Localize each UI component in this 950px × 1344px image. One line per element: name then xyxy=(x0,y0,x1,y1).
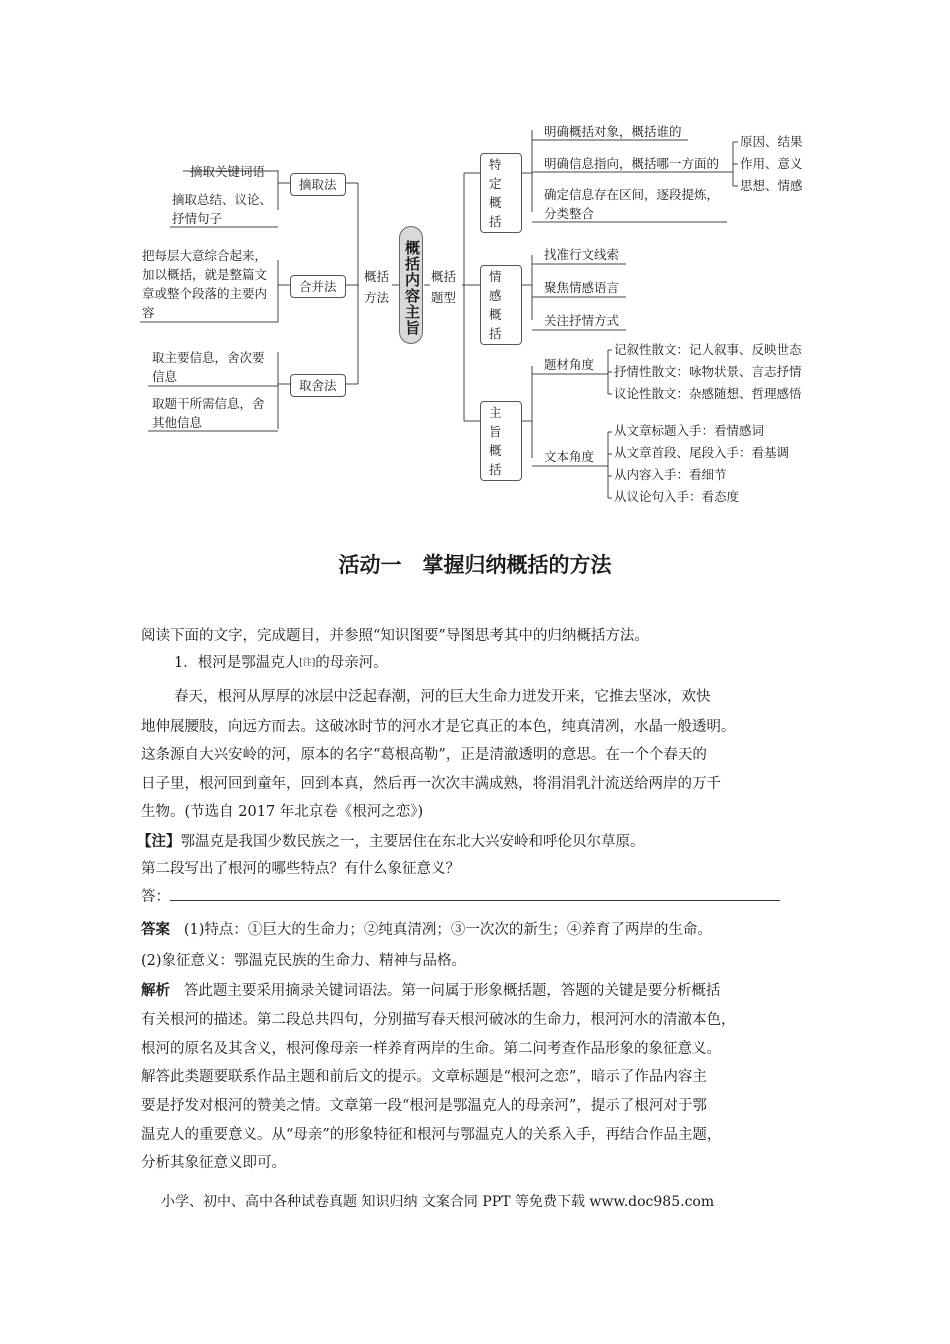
answer-text: (1)特点：①巨大的生命力；②纯真清冽；③一次次的新生；④养育了两岸的生命。 xyxy=(183,922,712,938)
analysis-line: 有关根河的描述。第二段总共四句，分别描写春天根河破冰的生命力，根河河水的清澈本色， xyxy=(141,1012,736,1028)
note-text: 鄂温克是我国少数民族之一，主要居住在东北大兴安岭和呼伦贝尔草原。 xyxy=(180,834,645,850)
type-leaf: 关注抒情方式 xyxy=(544,313,620,328)
theme-leaf: 记叙性散文：记人叙事、反映世态 xyxy=(614,342,802,357)
type-leaf: 找准行文线索 xyxy=(544,247,620,262)
type-leaf: 明确信息指向，概括哪一方面的 xyxy=(544,156,720,171)
analysis-line: 根河的原名及其含义，根河像母亲一样养育两岸的生命。第二问考查作品形象的象征意义。 xyxy=(141,1041,721,1057)
mind-map xyxy=(0,0,950,520)
analysis-tag: 解析 xyxy=(141,983,170,999)
note-label: 【注】 xyxy=(137,834,181,850)
theme-leaf: 从文章标题入手：看情感词 xyxy=(614,423,765,438)
method-leaf: 取主要信息，舍次要信息 xyxy=(152,350,265,384)
passage-line: 日子里，根河回到童年，回到本真，然后再一次次丰满成熟，将涓涓乳汁流送给两岸的万千 xyxy=(141,776,721,792)
type-specific: 特定概括 xyxy=(480,153,522,233)
note-mark: [注] xyxy=(299,658,316,668)
theme-group: 题材角度 xyxy=(544,357,595,372)
theme-leaf: 从内容入手：看细节 xyxy=(614,467,727,482)
method-leaf: 把每层大意综合起来，加以概括，就是整篇文章或整个段落的主要内容 xyxy=(142,248,268,320)
theme-leaf: 抒情性散文：咏物状景、言志抒情 xyxy=(614,364,802,379)
method-leaf: 取题干所需信息，舍其他信息 xyxy=(152,396,265,430)
answer-blank-line xyxy=(170,886,780,901)
types-label: 概括题型 xyxy=(431,269,457,305)
answer-line: (2)象征意义：鄂温克民族的生命力、精神与品格。 xyxy=(141,953,467,969)
analysis-line: 解答此类题要联系作品主题和前后文的提示。文章标题是“根河之恋”，暗示了作品内容主 xyxy=(141,1069,707,1085)
activity-title: 活动一 掌握归纳概括的方法 xyxy=(338,553,612,577)
type-emotion: 情感概括 xyxy=(480,265,522,345)
answer-prompt xyxy=(141,886,780,908)
question-1 xyxy=(174,652,388,674)
type-theme: 主旨概括 xyxy=(480,401,522,481)
method-leaf: 摘取总结、议论、抒情句子 xyxy=(172,192,273,226)
mind-map-center: 概括内容主旨 xyxy=(399,226,423,344)
passage-line: 生物。(节选自 2017 年北京卷《根河之恋》) xyxy=(141,804,424,820)
method-merge: 合并法 xyxy=(290,275,346,298)
passage-line: 这条源自大兴安岭的河，原本的名字“葛根高勒”，正是清澈透明的意思。在一个个春天的 xyxy=(141,747,707,763)
method-select: 取舍法 xyxy=(290,374,346,397)
note xyxy=(137,831,645,853)
answer-label: 答： xyxy=(141,889,170,905)
answer-line xyxy=(141,919,712,941)
method-extract: 摘取法 xyxy=(290,173,346,196)
footer: 小学、初中、高中各种试卷真题 知识归纳 文案合同 PPT 等免费下载 www.doc985.com xyxy=(161,1194,715,1210)
question-text: 的母亲河。 xyxy=(315,655,388,671)
theme-group: 文本角度 xyxy=(544,449,595,464)
type-sub: 作用、意义 xyxy=(740,156,803,171)
question-prompt: 第二段写出了根河的哪些特点？有什么象征意义？ xyxy=(141,861,460,877)
type-leaf: 确定信息存在区间，逐段提炼，分类整合 xyxy=(544,187,720,221)
type-sub: 原因、结果 xyxy=(740,134,803,149)
type-leaf: 明确概括对象，概括谁的 xyxy=(544,124,682,139)
type-sub: 思想、情感 xyxy=(740,178,803,193)
method-leaf: 摘取关键词语 xyxy=(190,164,266,179)
analysis-text: 答此题主要采用摘录关键词语法。第一问属于形象概括题，答题的关键是要分析概括 xyxy=(183,983,721,999)
analysis-line xyxy=(141,980,720,1002)
intro-text: 阅读下面的文字，完成题目，并参照“知识图要”导图思考其中的归纳概括方法。 xyxy=(141,628,649,644)
theme-leaf: 从文章首段、尾段入手：看基调 xyxy=(614,445,790,460)
passage-line: 地伸展腰肢，向远方而去。这破冰时节的河水才是它真正的本色，纯真清冽，水晶一般透明。 xyxy=(141,719,736,735)
passage-line: 春天，根河从厚厚的冰层中泛起春潮，河的巨大生命力迸发开来，它推去坚冰，欢快 xyxy=(174,689,711,705)
answer-tag: 答案 xyxy=(141,922,170,938)
analysis-line: 分析其象征意义即可。 xyxy=(141,1155,286,1171)
question-text: 根河是鄂温克人 xyxy=(197,655,300,671)
methods-label: 概括方法 xyxy=(364,269,390,305)
theme-leaf: 议论性散文：杂感随想、哲理感悟 xyxy=(614,386,802,401)
analysis-line: 要是抒发对根河的赞美之情。文章第一段“根河是鄂温克人的母亲河”，提示了根河对于鄂 xyxy=(141,1098,707,1114)
theme-leaf: 从议论句入手：看态度 xyxy=(614,489,740,504)
analysis-line: 温克人的重要意义。从“母亲”的形象特征和根河与鄂温克人的关系入手，再结合作品主题， xyxy=(141,1127,722,1143)
type-leaf: 聚焦情感语言 xyxy=(544,280,620,295)
question-number: 1． xyxy=(174,655,198,671)
